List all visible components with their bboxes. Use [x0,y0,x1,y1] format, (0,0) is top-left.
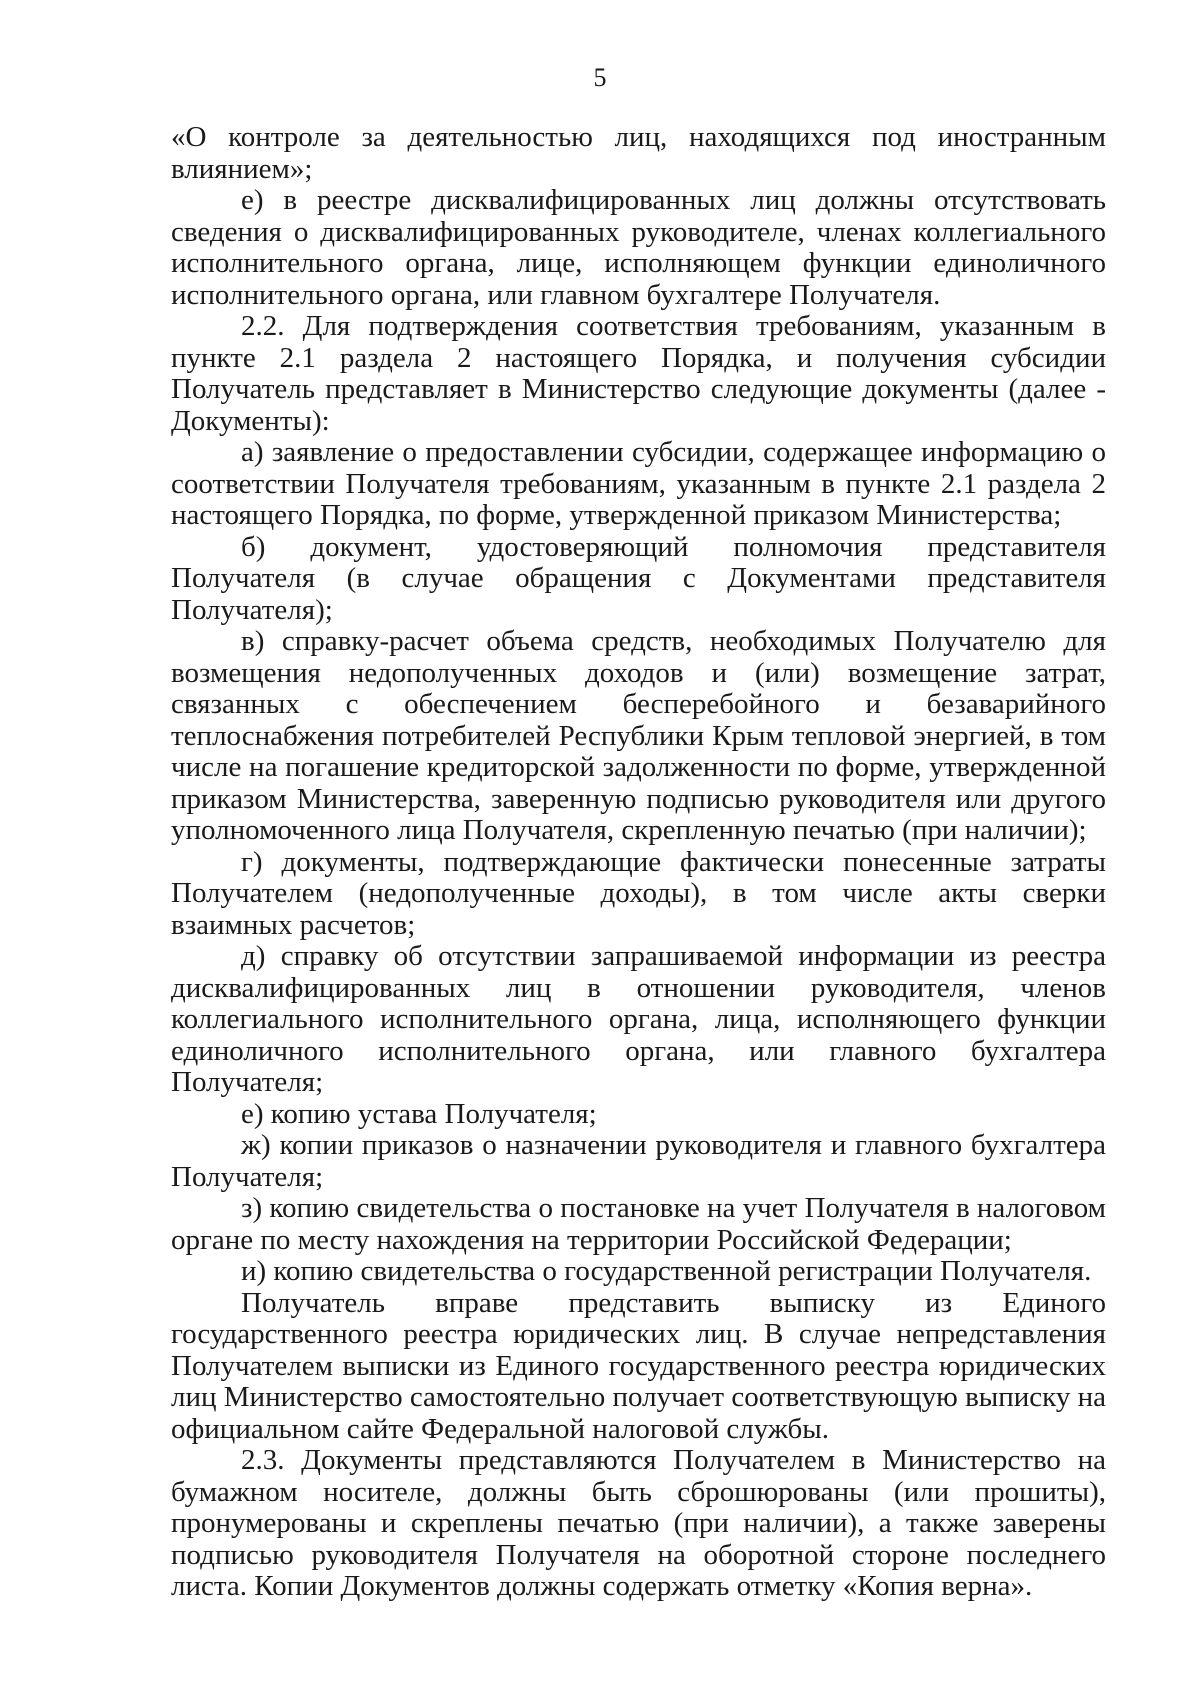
paragraph: ж) копии приказов о назначении руководителя и главного бухгалтера Получателя; [171,1129,1106,1193]
paragraph: е) копию устава Получателя; [241,1097,597,1130]
paragraph: Получатель вправе представить выписку из Единого государственного реестра юридических лиц. В случае непредставления Получателем выписки из Единого государственного реестра юридических лиц Министерство самостоятельно получает соответствующую выписку на официальном сайте Федеральной налоговой службы. [171,1286,1106,1445]
paragraph: а) заявление о предоставлении субсидии, содержащее информацию о соответствии Получателя требованиям, указанным в пункте 2.1 раздела 2 настоящего Порядка, по форме, утвержденной приказом Министерства; [171,436,1106,531]
paragraph: и) копию свидетельства о государственной регистрации Получателя. [241,1255,1092,1287]
page-number: 5 [593,63,607,92]
paragraph: г) документы, подтверждающие фактически понесенные затраты Получателем (недополученные доходы), в том числе акты сверки взаимных расчетов; [171,845,1106,941]
paragraph: б) документ, удостоверяющий полномочия представителя Получателя (в случае обращения с Документами представителя Получателя); [171,530,1106,626]
paragraph: е) в реестре дисквалифицированных лиц должны отсутствовать сведения о дисквалифицированных руководителе, членах коллегиального исполнительного органа, лице, исполняющем функции единоличного исполнительного органа, или главном бухгалтере Получателя. [171,184,1106,311]
paragraph: д) справку об отсутствии запрашиваемой информации из реестра дисквалифицированных лиц в отношении руководителя, членов коллегиального исполнительного органа, лица, исполняющего функции единоличного исполнительного органа, или главного бухгалтера Получателя; [171,940,1106,1098]
paragraph: 2.3. Документы представляются Получателем в Министерство на бумажном носителе, должны быть сброшюрованы (или прошиты), пронумерованы и скреплены печатью (при наличии), а также заверены подписью руководителя Получателя на оборотной стороне последнего листа. Копии Документов должны содержать отметку «Копия верна». [171,1444,1106,1602]
document-body [171,122,1106,1603]
paragraph: «О контроле за деятельностью лиц, находящихся под иностранным влиянием»; [171,121,1106,185]
paragraph: 2.2. Для подтверждения соответствия требованиям, указанным в пункте 2.1 раздела 2 настоящего Порядка, и получения субсидии Получатель представляет в Министерство следующие документы (далее - Документы): [171,310,1106,437]
paragraph: з) копию свидетельства о постановке на учет Получателя в налоговом органе по месту нахождения на территории Российской Федерации; [171,1192,1106,1256]
paragraph: в) справку-расчет объема средств, необходимых Получателю для возмещения недополученных доходов и (или) возмещение затрат, связанных с обеспечением бесперебойного и безаварийного теплоснабжения потребителей Республики Крым тепловой энергией, в том числе на погашение кредиторской задолженности по форме, утвержденной приказом Министерства, заверенную подписью руководителя или другого уполномоченного лица Получателя, скрепленную печатью (при наличии); [171,625,1106,846]
